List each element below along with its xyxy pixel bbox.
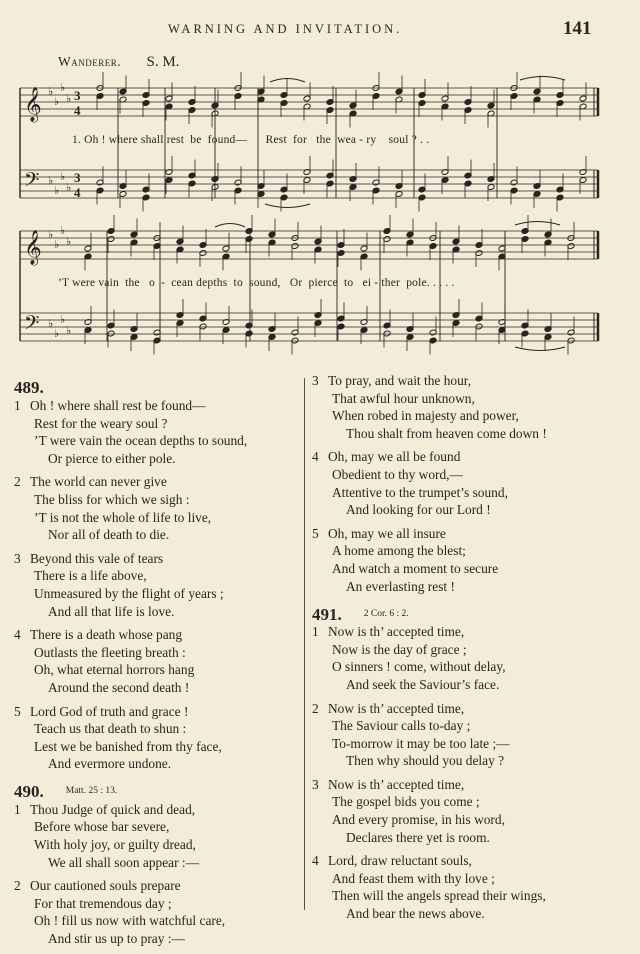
stanza-number: 1 [14, 398, 21, 413]
verse-line: Nor all of death to die. [48, 527, 170, 543]
stanza [14, 397, 304, 467]
verse-line: And all that life is love. [48, 603, 175, 619]
verse-line: The gospel bids you come ; [332, 794, 480, 810]
verse-line: Obedient to thy word,— [332, 466, 463, 482]
verse-line: Outlasts the fleeting breath : [34, 644, 186, 660]
svg-text:♭: ♭ [54, 184, 60, 197]
stanza-number: 4 [14, 627, 21, 643]
hymn-490-continued [312, 372, 632, 595]
svg-text:♭: ♭ [48, 85, 54, 98]
scripture-reference: 2 Cor. 6 : 2. [363, 608, 409, 619]
svg-text:3: 3 [74, 170, 81, 185]
svg-text:♭: ♭ [54, 238, 60, 251]
svg-text:♭: ♭ [66, 181, 72, 194]
verse-line: The bliss for which we sigh : [34, 491, 190, 507]
stanza-number: 4 [312, 853, 319, 869]
stanza [312, 623, 632, 693]
verse-line: The Saviour calls to-day ; [332, 718, 471, 734]
hymn-489 [14, 375, 304, 773]
stanza-number: 2 [14, 878, 21, 894]
verse-line: That awful hour unknown, [332, 390, 475, 406]
stanza [312, 448, 632, 518]
verse-line: And feast them with thy love ; [332, 870, 495, 886]
right-column [312, 372, 632, 929]
verse-line: Or pierce to either pole. [48, 450, 176, 466]
hymn-491 [312, 601, 632, 923]
verse-line: Beyond this vale of tears [30, 550, 164, 566]
verse-line: Then will the angels spread their wings, [332, 888, 546, 904]
stanza [14, 703, 304, 773]
verse-line: With holy joy, or guilty dread, [34, 837, 196, 853]
verse-line: And stir us up to pray :— [48, 931, 185, 947]
verse-line: Attentive to the trumpet’s sound, [332, 484, 508, 500]
stanza-number: 4 [312, 449, 319, 465]
running-title: WARNING AND INVITATION. [168, 22, 403, 36]
verse-line: An everlasting rest ! [346, 578, 455, 594]
verse-line: Now is the day of grace ; [332, 641, 467, 657]
verse-line: Thou Judge of quick and dead, [30, 801, 196, 817]
stanza [14, 550, 304, 620]
svg-text:𝄢: 𝄢 [24, 311, 40, 339]
verse-line: Oh ! fill us now with watchful care, [34, 913, 226, 929]
hymn-header [14, 779, 304, 801]
svg-text:♭: ♭ [54, 327, 60, 340]
verse-line: Oh, may we all insure [328, 525, 446, 541]
hymn-number: 489. [14, 378, 44, 398]
stanza [14, 877, 304, 947]
stanza-number: 5 [14, 703, 21, 719]
verse-line: And looking for our Lord ! [346, 502, 491, 518]
music-notes [84, 72, 587, 355]
svg-text:4: 4 [74, 185, 81, 200]
stanza [14, 801, 304, 871]
stanza [14, 626, 304, 696]
verse-line: And every promise, in his word, [332, 812, 505, 828]
verse-line: Declares there yet is room. [346, 829, 490, 845]
stanza [312, 852, 632, 922]
svg-text:𝄢: 𝄢 [24, 168, 40, 196]
svg-text:4: 4 [74, 103, 81, 118]
verse-line: Now is th’ accepted time, [328, 776, 465, 792]
svg-text:♭: ♭ [54, 95, 60, 108]
verse-line: ’T were vain the ocean depths to sound, [34, 433, 248, 449]
stanza-number: 3 [312, 776, 319, 792]
svg-text:♭: ♭ [48, 228, 54, 241]
hymn-header [14, 375, 304, 397]
verse-line: Then why should you delay ? [346, 753, 505, 769]
svg-text:♭: ♭ [66, 324, 72, 337]
verse-line: And bear the news above. [346, 906, 485, 922]
verse-line: Teach us that death to shun : [34, 721, 187, 737]
left-column [14, 372, 304, 954]
stanza-number: 2 [14, 474, 21, 490]
verse-line: We all shall soon appear :— [48, 854, 200, 870]
verse-line: There is a death whose pang [30, 627, 183, 643]
stanza-number: 3 [14, 550, 21, 566]
music-score [0, 0, 640, 370]
verse-line: Oh ! where shall rest be found— [30, 398, 206, 413]
stanza-number: 1 [312, 624, 319, 640]
svg-text:♭: ♭ [48, 317, 54, 330]
stanza-number: 1 [14, 801, 21, 817]
svg-text:3: 3 [74, 88, 81, 103]
svg-text:♭: ♭ [60, 313, 66, 326]
staff-lines [20, 81, 598, 341]
verse-line: For that tremendous day ; [34, 895, 172, 911]
scripture-reference: Matt. 25 : 13. [65, 786, 118, 797]
stanza [312, 776, 632, 846]
stanza [14, 473, 304, 543]
verse-line: Rest for the weary soul ? [34, 415, 168, 431]
verse-line: Lord God of truth and grace ! [30, 703, 189, 719]
stanza [312, 372, 632, 442]
hymn-number: 490. [14, 782, 44, 802]
verse-line: Unmeasured by the flight of years ; [34, 585, 224, 601]
verse-line: Lord, draw reluctant souls, [328, 853, 472, 869]
verse-line: And seek the Saviour’s face. [346, 676, 500, 692]
verse-line: Before whose bar severe, [34, 819, 170, 835]
verse-line: There is a life above, [34, 568, 147, 584]
verse-line: A home among the blest; [332, 543, 466, 559]
stanza-number: 5 [312, 525, 319, 541]
verse-line: When robed in majesty and power, [332, 408, 519, 424]
verse-line: Oh, may we all be found [328, 449, 461, 465]
hymn-490 [14, 779, 304, 948]
tune-name: Wanderer. [58, 54, 122, 69]
tune-lyrics-line-1: 1. Oh ! where shall rest be found— Rest for the wea - ry soul ? . . [72, 134, 430, 146]
svg-text:♭: ♭ [66, 92, 72, 105]
hymn-number: 491. [312, 604, 342, 624]
svg-text:♭: ♭ [60, 81, 66, 94]
svg-text:𝄞: 𝄞 [24, 230, 42, 265]
verse-line: The world can never give [30, 474, 167, 490]
svg-text:♭: ♭ [48, 174, 54, 187]
tune-lyrics-line-2: ’T were vain the o - cean depths to sound, Or pierce to ei - ther pole. . . . . [58, 277, 455, 289]
stanza [312, 525, 632, 595]
verse-line: Now is th’ accepted time, [328, 624, 465, 640]
verse-line: ’T is not the whole of life to live, [34, 509, 212, 525]
svg-text:♭: ♭ [60, 170, 66, 183]
verse-line: Lest we be banished from thy face, [34, 738, 222, 754]
tune-meter: S. M. [146, 54, 180, 70]
verse-line: To pray, and wait the hour, [328, 373, 472, 388]
stanza-number: 2 [312, 700, 319, 716]
verse-line: Around the second death ! [48, 679, 190, 695]
svg-text:𝄞: 𝄞 [24, 87, 42, 122]
verse-line: Now is th’ accepted time, [328, 700, 465, 716]
stanza-number: 3 [312, 373, 319, 388]
verse-line: Oh, what eternal horrors hang [34, 662, 195, 678]
svg-text:♭: ♭ [60, 224, 66, 237]
svg-text:♭: ♭ [66, 235, 72, 248]
column-divider [304, 378, 305, 910]
verse-line: And evermore undone. [48, 756, 172, 772]
verse-line: O sinners ! come, without delay, [332, 659, 506, 675]
verse-line: Thou shalt from heaven come down ! [346, 425, 547, 441]
verse-line: And watch a moment to secure [332, 560, 499, 576]
page-number: 141 [563, 18, 592, 39]
verse-line: Our cautioned souls prepare [30, 878, 181, 894]
stanza [312, 700, 632, 770]
verse-line: To-morrow it may be too late ;— [332, 735, 510, 751]
hymn-header [312, 601, 632, 623]
